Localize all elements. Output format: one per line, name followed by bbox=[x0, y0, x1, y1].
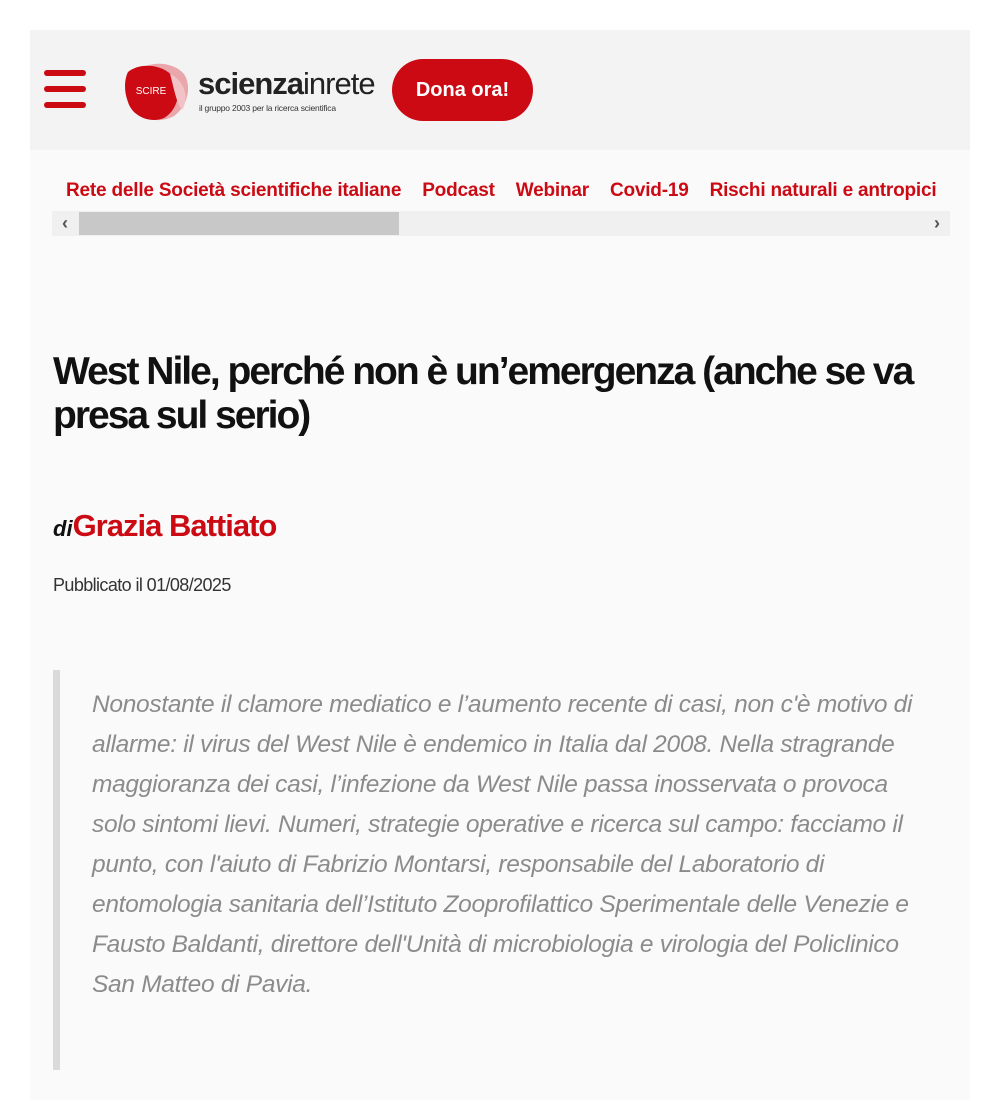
article-title: West Nile, perché non è un’emergenza (anche se va presa sul serio) bbox=[53, 350, 913, 437]
nav-item-webinar[interactable]: Webinar bbox=[515, 180, 589, 201]
article-lead-text: Nonostante il clamore mediatico e l’aumento recente di casi, non c'è motivo di allarme: il virus del West Nile è endemico in Italia dal 2008. Nella stragrande maggioranza dei casi, l’infezione da West Nile passa inosservata o provoca solo sintomi lievi. Numeri, strategie operative e ricerca sul campo: facciamo il punto, con l'aiuto di Fabrizio Montarsi, responsabile del Laboratorio di entomologia sanitaria dell’Istituto Zooprofilattico Sperimentale delle Venezie e Fausto Baldanti, direttore dell'Unità di microbiologia e virologia del Policlinico San Matteo di Pavia. bbox=[92, 691, 913, 998]
byline bbox=[53, 508, 276, 544]
article-lead-quote bbox=[53, 670, 930, 1070]
hamburger-bar bbox=[44, 86, 86, 92]
hamburger-bar bbox=[44, 70, 86, 76]
logo-word-strong: scienza bbox=[198, 66, 304, 101]
logo-mark-text: SCIRE bbox=[135, 86, 167, 97]
topic-navbar bbox=[52, 180, 950, 210]
nav-item-podcast[interactable]: Podcast bbox=[422, 180, 495, 201]
hamburger-menu-icon[interactable] bbox=[44, 70, 86, 108]
nav-item-societa-scientifiche[interactable]: Rete delle Società scientifiche italiane bbox=[66, 180, 402, 201]
byline-prefix: di bbox=[53, 516, 73, 541]
logo-wordmark bbox=[198, 66, 375, 102]
page bbox=[30, 30, 970, 1100]
nav-item-covid-19[interactable]: Covid-19 bbox=[609, 180, 689, 201]
donate-button[interactable]: Dona ora! bbox=[392, 59, 533, 121]
scroll-right-icon[interactable]: › bbox=[934, 213, 940, 233]
scrollbar-thumb[interactable] bbox=[79, 212, 399, 235]
publication-date: Pubblicato il 01/08/2025 bbox=[53, 575, 231, 595]
author-link[interactable]: Grazia Battiato bbox=[72, 508, 277, 543]
hamburger-bar bbox=[44, 102, 86, 108]
scroll-left-icon[interactable]: ‹ bbox=[62, 213, 68, 233]
nav-item-rischi-naturali[interactable]: Rischi naturali e antropici bbox=[709, 180, 937, 201]
site-header bbox=[30, 30, 970, 150]
logo-mark-icon bbox=[124, 58, 190, 124]
site-logo[interactable] bbox=[124, 58, 394, 124]
nav-scrollbar[interactable] bbox=[52, 211, 950, 236]
logo-word-light: inrete bbox=[303, 66, 375, 101]
logo-tagline: il gruppo 2003 per la ricerca scientifica bbox=[199, 103, 336, 113]
